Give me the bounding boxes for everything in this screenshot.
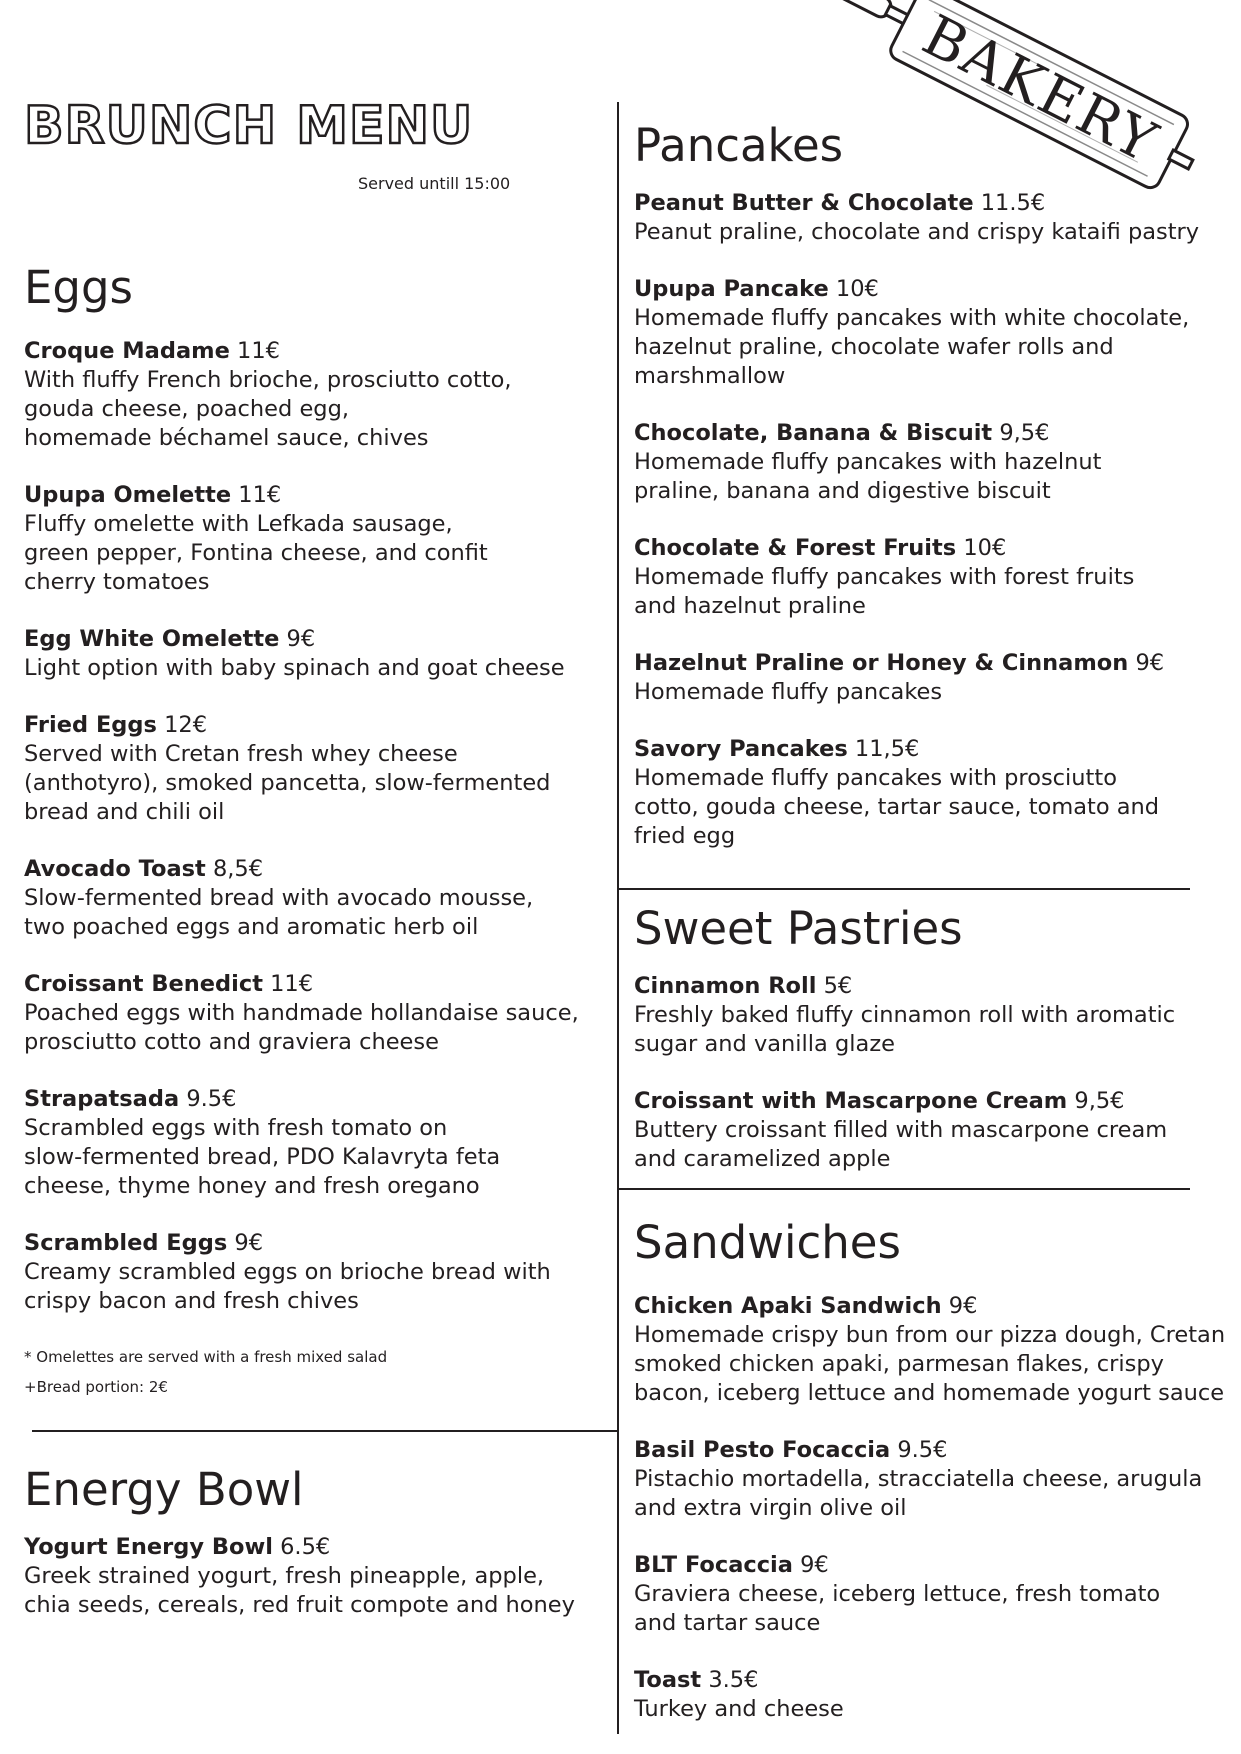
menu-item xyxy=(24,1532,584,1620)
bakery-logo-text: BAKERY xyxy=(912,3,1169,177)
item-description: Slow-fermented bread with avocado mousse, two poached eggs and aromatic herb oil xyxy=(24,885,534,940)
section-pancakes xyxy=(634,118,1234,851)
item-description: Scrambled eggs with fresh tomato on slow-fermented bread, PDO Kalavryta feta cheese, thyme honey and fresh oregano xyxy=(24,1115,501,1199)
item-description: Buttery croissant filled with mascarpone cream and caramelized apple xyxy=(634,1117,1168,1172)
menu-item xyxy=(24,1228,584,1316)
item-price: 11.5€ xyxy=(980,190,1046,216)
item-description: Homemade fluffy pancakes xyxy=(634,679,943,705)
item-name: Croque Madame xyxy=(24,338,230,364)
item-name: Chocolate, Banana & Biscuit xyxy=(634,420,993,446)
section-title-energy-bowl: Energy Bowl xyxy=(24,1463,304,1516)
item-price: 5€ xyxy=(823,973,853,999)
column-divider xyxy=(617,102,619,1734)
item-name: Chicken Apaki Sandwich xyxy=(634,1293,942,1319)
item-name: Strapatsada xyxy=(24,1086,180,1112)
item-price: 11,5€ xyxy=(854,736,920,762)
item-description: Homemade fluffy pancakes with forest fruits and hazelnut praline xyxy=(634,564,1135,619)
divider-sandwiches xyxy=(618,1188,1190,1190)
menu-item xyxy=(24,710,584,827)
item-description: Homemade fluffy pancakes with hazelnut praline, banana and digestive biscuit xyxy=(634,449,1102,504)
menu-item xyxy=(24,969,584,1057)
item-name: Avocado Toast xyxy=(24,856,206,882)
item-description: Light option with baby spinach and goat cheese xyxy=(24,655,565,681)
item-price: 11€ xyxy=(238,482,282,508)
item-price: 6.5€ xyxy=(280,1534,331,1560)
note-omelettes: * Omelettes are served with a fresh mixed salad xyxy=(24,1348,388,1366)
item-name: Yogurt Energy Bowl xyxy=(24,1534,273,1560)
item-description: Freshly baked fluffy cinnamon roll with aromatic sugar and vanilla glaze xyxy=(634,1002,1176,1057)
item-name: Savory Pancakes xyxy=(634,736,848,762)
section-title-sandwiches: Sandwiches xyxy=(634,1216,901,1269)
item-description: Peanut praline, chocolate and crispy kataifi pastry xyxy=(634,219,1200,245)
menu-item xyxy=(634,734,1234,851)
item-price: 3.5€ xyxy=(708,1667,759,1693)
item-name: Cinnamon Roll xyxy=(634,973,817,999)
item-price: 9€ xyxy=(234,1230,264,1256)
item-name: Croissant with Mascarpone Cream xyxy=(634,1088,1068,1114)
menu-item xyxy=(634,1086,1234,1174)
section-sandwiches xyxy=(634,1215,1234,1724)
item-name: Upupa Pancake xyxy=(634,276,829,302)
menu-item xyxy=(634,418,1234,506)
note-bread: +Bread portion: 2€ xyxy=(24,1378,168,1396)
section-title-pancakes: Pancakes xyxy=(634,119,844,172)
menu-item xyxy=(24,624,584,683)
item-name: Basil Pesto Focaccia xyxy=(634,1437,891,1463)
menu-item xyxy=(24,854,584,942)
section-energy-bowl xyxy=(24,1462,584,1620)
served-note: Served untill 15:00 xyxy=(358,174,511,193)
menu-item xyxy=(634,1435,1234,1523)
item-price: 9,5€ xyxy=(1074,1088,1125,1114)
item-name: Chocolate & Forest Fruits xyxy=(634,535,957,561)
item-name: Egg White Omelette xyxy=(24,626,280,652)
item-description: Greek strained yogurt, fresh pineapple, apple, chia seeds, cereals, red fruit compote and honey xyxy=(24,1563,575,1618)
item-price: 11€ xyxy=(270,971,314,997)
item-price: 9.5€ xyxy=(186,1086,237,1112)
item-price: 9€ xyxy=(1135,650,1165,676)
section-title-sweet-pastries: Sweet Pastries xyxy=(634,902,963,955)
menu-item xyxy=(24,336,584,453)
menu-item xyxy=(24,480,584,597)
item-description: Creamy scrambled eggs on brioche bread with crispy bacon and fresh chives xyxy=(24,1259,551,1314)
menu-item xyxy=(24,1084,584,1201)
item-name: Scrambled Eggs xyxy=(24,1230,228,1256)
item-price: 9.5€ xyxy=(897,1437,948,1463)
section-title-eggs: Eggs xyxy=(24,261,134,314)
item-description: Graviera cheese, iceberg lettuce, fresh tomato and tartar sauce xyxy=(634,1581,1161,1636)
item-description: Fluffy omelette with Lefkada sausage, green pepper, Fontina cheese, and confit cherry tomatoes xyxy=(24,511,488,595)
item-name: Upupa Omelette xyxy=(24,482,232,508)
menu-item xyxy=(634,274,1234,391)
item-price: 9,5€ xyxy=(999,420,1050,446)
menu-item xyxy=(634,1291,1234,1408)
menu-item xyxy=(634,188,1234,247)
item-price: 10€ xyxy=(963,535,1007,561)
page-title: BRUNCH MENU xyxy=(24,96,474,156)
item-description: Served with Cretan fresh whey cheese (anthotyro), smoked pancetta, slow-fermented bread and chili oil xyxy=(24,741,551,825)
item-name: Hazelnut Praline or Honey & Cinnamon xyxy=(634,650,1129,676)
item-price: 10€ xyxy=(835,276,879,302)
item-name: Peanut Butter & Chocolate xyxy=(634,190,974,216)
section-sweet-pastries xyxy=(634,901,1234,1174)
divider-energy-bowl xyxy=(32,1430,618,1432)
item-description: With fluffy French brioche, prosciutto cotto, gouda cheese, poached egg, homemade béchamel sauce, chives xyxy=(24,367,512,451)
item-description: Turkey and cheese xyxy=(634,1696,844,1722)
item-description: Pistachio mortadella, stracciatella cheese, arugula and extra virgin olive oil xyxy=(634,1466,1203,1521)
menu-item xyxy=(634,648,1234,707)
item-price: 9€ xyxy=(286,626,316,652)
item-name: BLT Focaccia xyxy=(634,1552,793,1578)
divider-sweet-pastries xyxy=(618,888,1190,890)
item-price: 9€ xyxy=(800,1552,829,1578)
item-description: Homemade fluffy pancakes with prosciutto cotto, gouda cheese, tartar sauce, tomato and fried egg xyxy=(634,765,1160,849)
item-price: 12€ xyxy=(164,712,208,738)
section-eggs xyxy=(24,260,584,1402)
item-description: Homemade fluffy pancakes with white chocolate, hazelnut praline, chocolate wafer rolls and marshmallow xyxy=(634,305,1190,389)
item-name: Croissant Benedict xyxy=(24,971,263,997)
item-price: 9€ xyxy=(948,1293,978,1319)
item-description: Poached eggs with handmade hollandaise sauce, prosciutto cotto and graviera cheese xyxy=(24,1000,579,1055)
item-price: 11€ xyxy=(237,338,280,364)
menu-item xyxy=(634,533,1234,621)
item-name: Toast xyxy=(634,1667,702,1693)
eggs-notes xyxy=(24,1342,584,1402)
menu-item xyxy=(634,1665,1234,1724)
menu-item xyxy=(634,1550,1234,1638)
item-price: 8,5€ xyxy=(212,856,264,882)
menu-item xyxy=(634,971,1234,1059)
item-name: Fried Eggs xyxy=(24,712,157,738)
item-description: Homemade crispy bun from our pizza dough, Cretan smoked chicken apaki, parmesan flakes, crispy bacon, iceberg lettuce and homemade yogurt sauce xyxy=(634,1322,1226,1406)
